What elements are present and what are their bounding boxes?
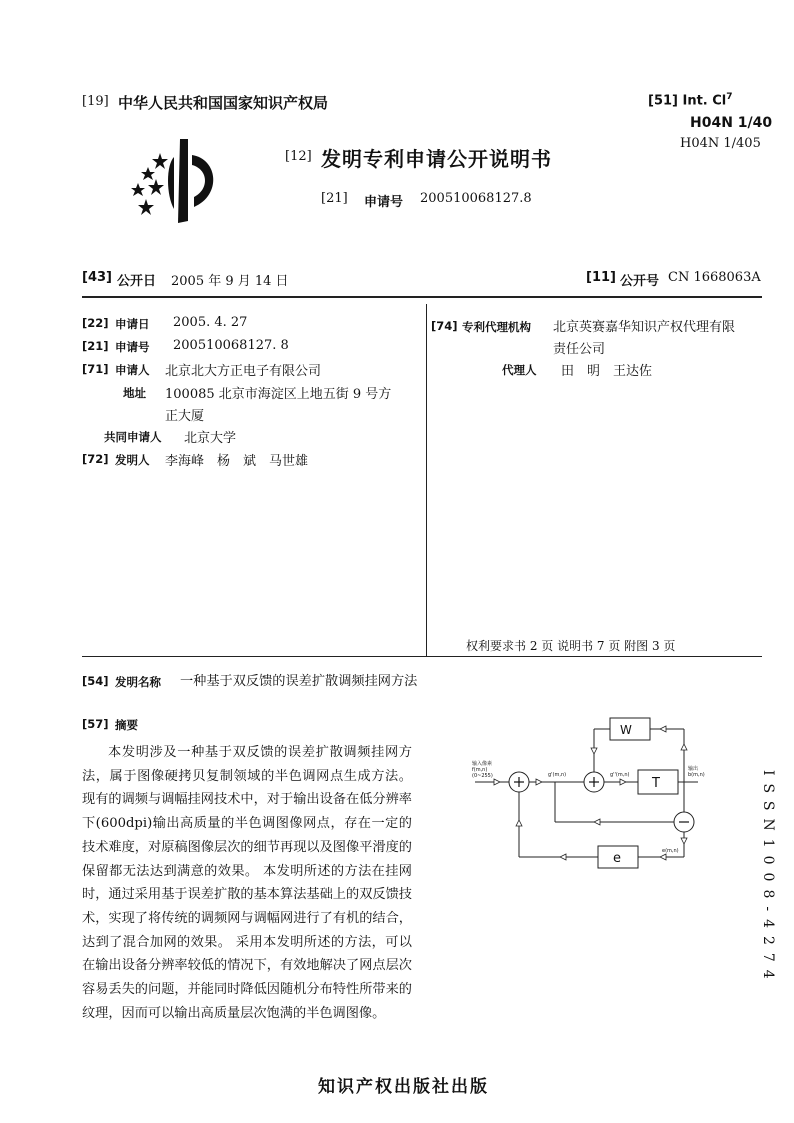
e-label: e bbox=[613, 851, 621, 866]
address-line-2: 正大厦 bbox=[165, 409, 205, 424]
inventors: 李海峰 杨 斌 马世雄 bbox=[165, 454, 309, 469]
abstract-text: 本发明涉及一种基于双反馈的误差扩散调频挂网方法，属于图像硬拷贝复制领域的半色调网点生成方法。 现有的调频与调幅挂网技术中，对于输出设备在低分辨率下(600dpi)输出高质量的半色调图像网点，存在一定的技术难度，对原稿图像层次的细节再现以及图像平滑度的保留都无法达到满意的效果。 本发明所述的方法在挂网时，通过采用基于误差扩散的基本算法基础上的双反馈技术，实现了将传统的调频网与调幅网进行了有机的结合，达到了混合加网的效果。 采用本发明所述的方法，可以在输出设备分辨率较低的情况下，有效地解决了网点层次容易丢失的问题，并能同时降低因随机分布特性所带来的纹理，因而可以输出高质量层次饱满的半色调图像。 bbox=[82, 745, 412, 1021]
err-label: e(m,n) bbox=[662, 848, 679, 854]
ipc-label: [51] Int. Cl$^7$ bbox=[648, 92, 733, 109]
doc-type-code: [12] bbox=[285, 149, 312, 164]
app-no-value: 200510068127.8 bbox=[420, 191, 532, 206]
field-code-54: [54] bbox=[82, 674, 109, 688]
agents: 田 明 王达佐 bbox=[561, 364, 653, 379]
ipc-secondary: H04N 1/405 bbox=[680, 136, 761, 151]
top-divider bbox=[82, 296, 762, 298]
field-label-inventors: 发明人 bbox=[115, 453, 150, 467]
field-code-21: [21] bbox=[82, 339, 109, 353]
feedback-diagram bbox=[470, 710, 705, 885]
page-counts: 权利要求书 2 页 说明书 7 页 附图 3 页 bbox=[466, 639, 676, 653]
field-code-71: [71] bbox=[82, 362, 109, 376]
agency-line-2: 责任公司 bbox=[553, 342, 606, 357]
sipo-logo bbox=[118, 135, 238, 229]
invention-title: 一种基于双反馈的误差扩散调频挂网方法 bbox=[180, 674, 418, 689]
agency-line-1: 北京英赛嘉华知识产权代理有限 bbox=[553, 320, 736, 335]
output-sub: b(m,n) bbox=[688, 772, 705, 778]
field-label-abstract: 摘要 bbox=[115, 718, 138, 732]
doc-type-title: 发明专利申请公开说明书 bbox=[321, 147, 552, 171]
ipc-main: H04N 1/40 bbox=[690, 115, 773, 131]
t-label: T bbox=[652, 776, 660, 791]
pub-date: 2005 年 9 月 14 日 bbox=[171, 274, 289, 289]
field-label-app-no: 申请号 bbox=[115, 340, 150, 354]
input-label: 输入像素 bbox=[472, 761, 493, 767]
field-label-title: 发明名称 bbox=[115, 675, 161, 689]
pub-no-code: [11] bbox=[586, 270, 616, 285]
field-label-agent: 代理人 bbox=[502, 363, 537, 377]
pub-no: CN 1668063A bbox=[668, 270, 761, 285]
pub-date-label: 公开日 bbox=[117, 274, 157, 289]
co-applicant: 北京大学 bbox=[184, 431, 237, 446]
field-label-applicant: 申请人 bbox=[115, 363, 150, 377]
gt-label: g''(m,n) bbox=[610, 772, 630, 778]
field-code-74: [74] bbox=[431, 319, 458, 333]
w-label: W bbox=[620, 723, 632, 737]
input-sub: f(m,n) bbox=[472, 767, 488, 773]
office-code: [19] bbox=[82, 94, 109, 109]
field-label-agency: 专利代理机构 bbox=[462, 320, 531, 334]
output-label: 输出 bbox=[688, 766, 699, 772]
input-range: (0~255) bbox=[472, 773, 493, 779]
filing-date: 2005. 4. 27 bbox=[173, 315, 248, 330]
field-code-22: [22] bbox=[82, 316, 109, 330]
applicant: 北京北大方正电子有限公司 bbox=[165, 364, 322, 379]
column-divider bbox=[426, 304, 427, 656]
app-no-code: [21] bbox=[321, 191, 348, 206]
field-label-address: 地址 bbox=[123, 386, 146, 400]
field-code-72: [72] bbox=[82, 452, 109, 466]
mid-divider bbox=[82, 656, 762, 657]
issn: ISSN1008-4274 bbox=[760, 770, 776, 987]
application-number: 200510068127. 8 bbox=[173, 338, 289, 353]
g-label: g'(m,n) bbox=[548, 772, 567, 778]
field-label-co-applicant: 共同申请人 bbox=[104, 430, 162, 444]
pub-date-code: [43] bbox=[82, 270, 112, 285]
app-no-label: 申请号 bbox=[364, 195, 404, 210]
field-label-filing-date: 申请日 bbox=[115, 317, 150, 331]
address-line-1: 100085 北京市海淀区上地五街 9 号方 bbox=[165, 387, 392, 402]
pub-no-label: 公开号 bbox=[620, 274, 660, 289]
office-name: 中华人民共和国国家知识产权局 bbox=[118, 94, 329, 112]
field-code-57: [57] bbox=[82, 717, 109, 731]
publisher: 知识产权出版社出版 bbox=[318, 1077, 489, 1097]
